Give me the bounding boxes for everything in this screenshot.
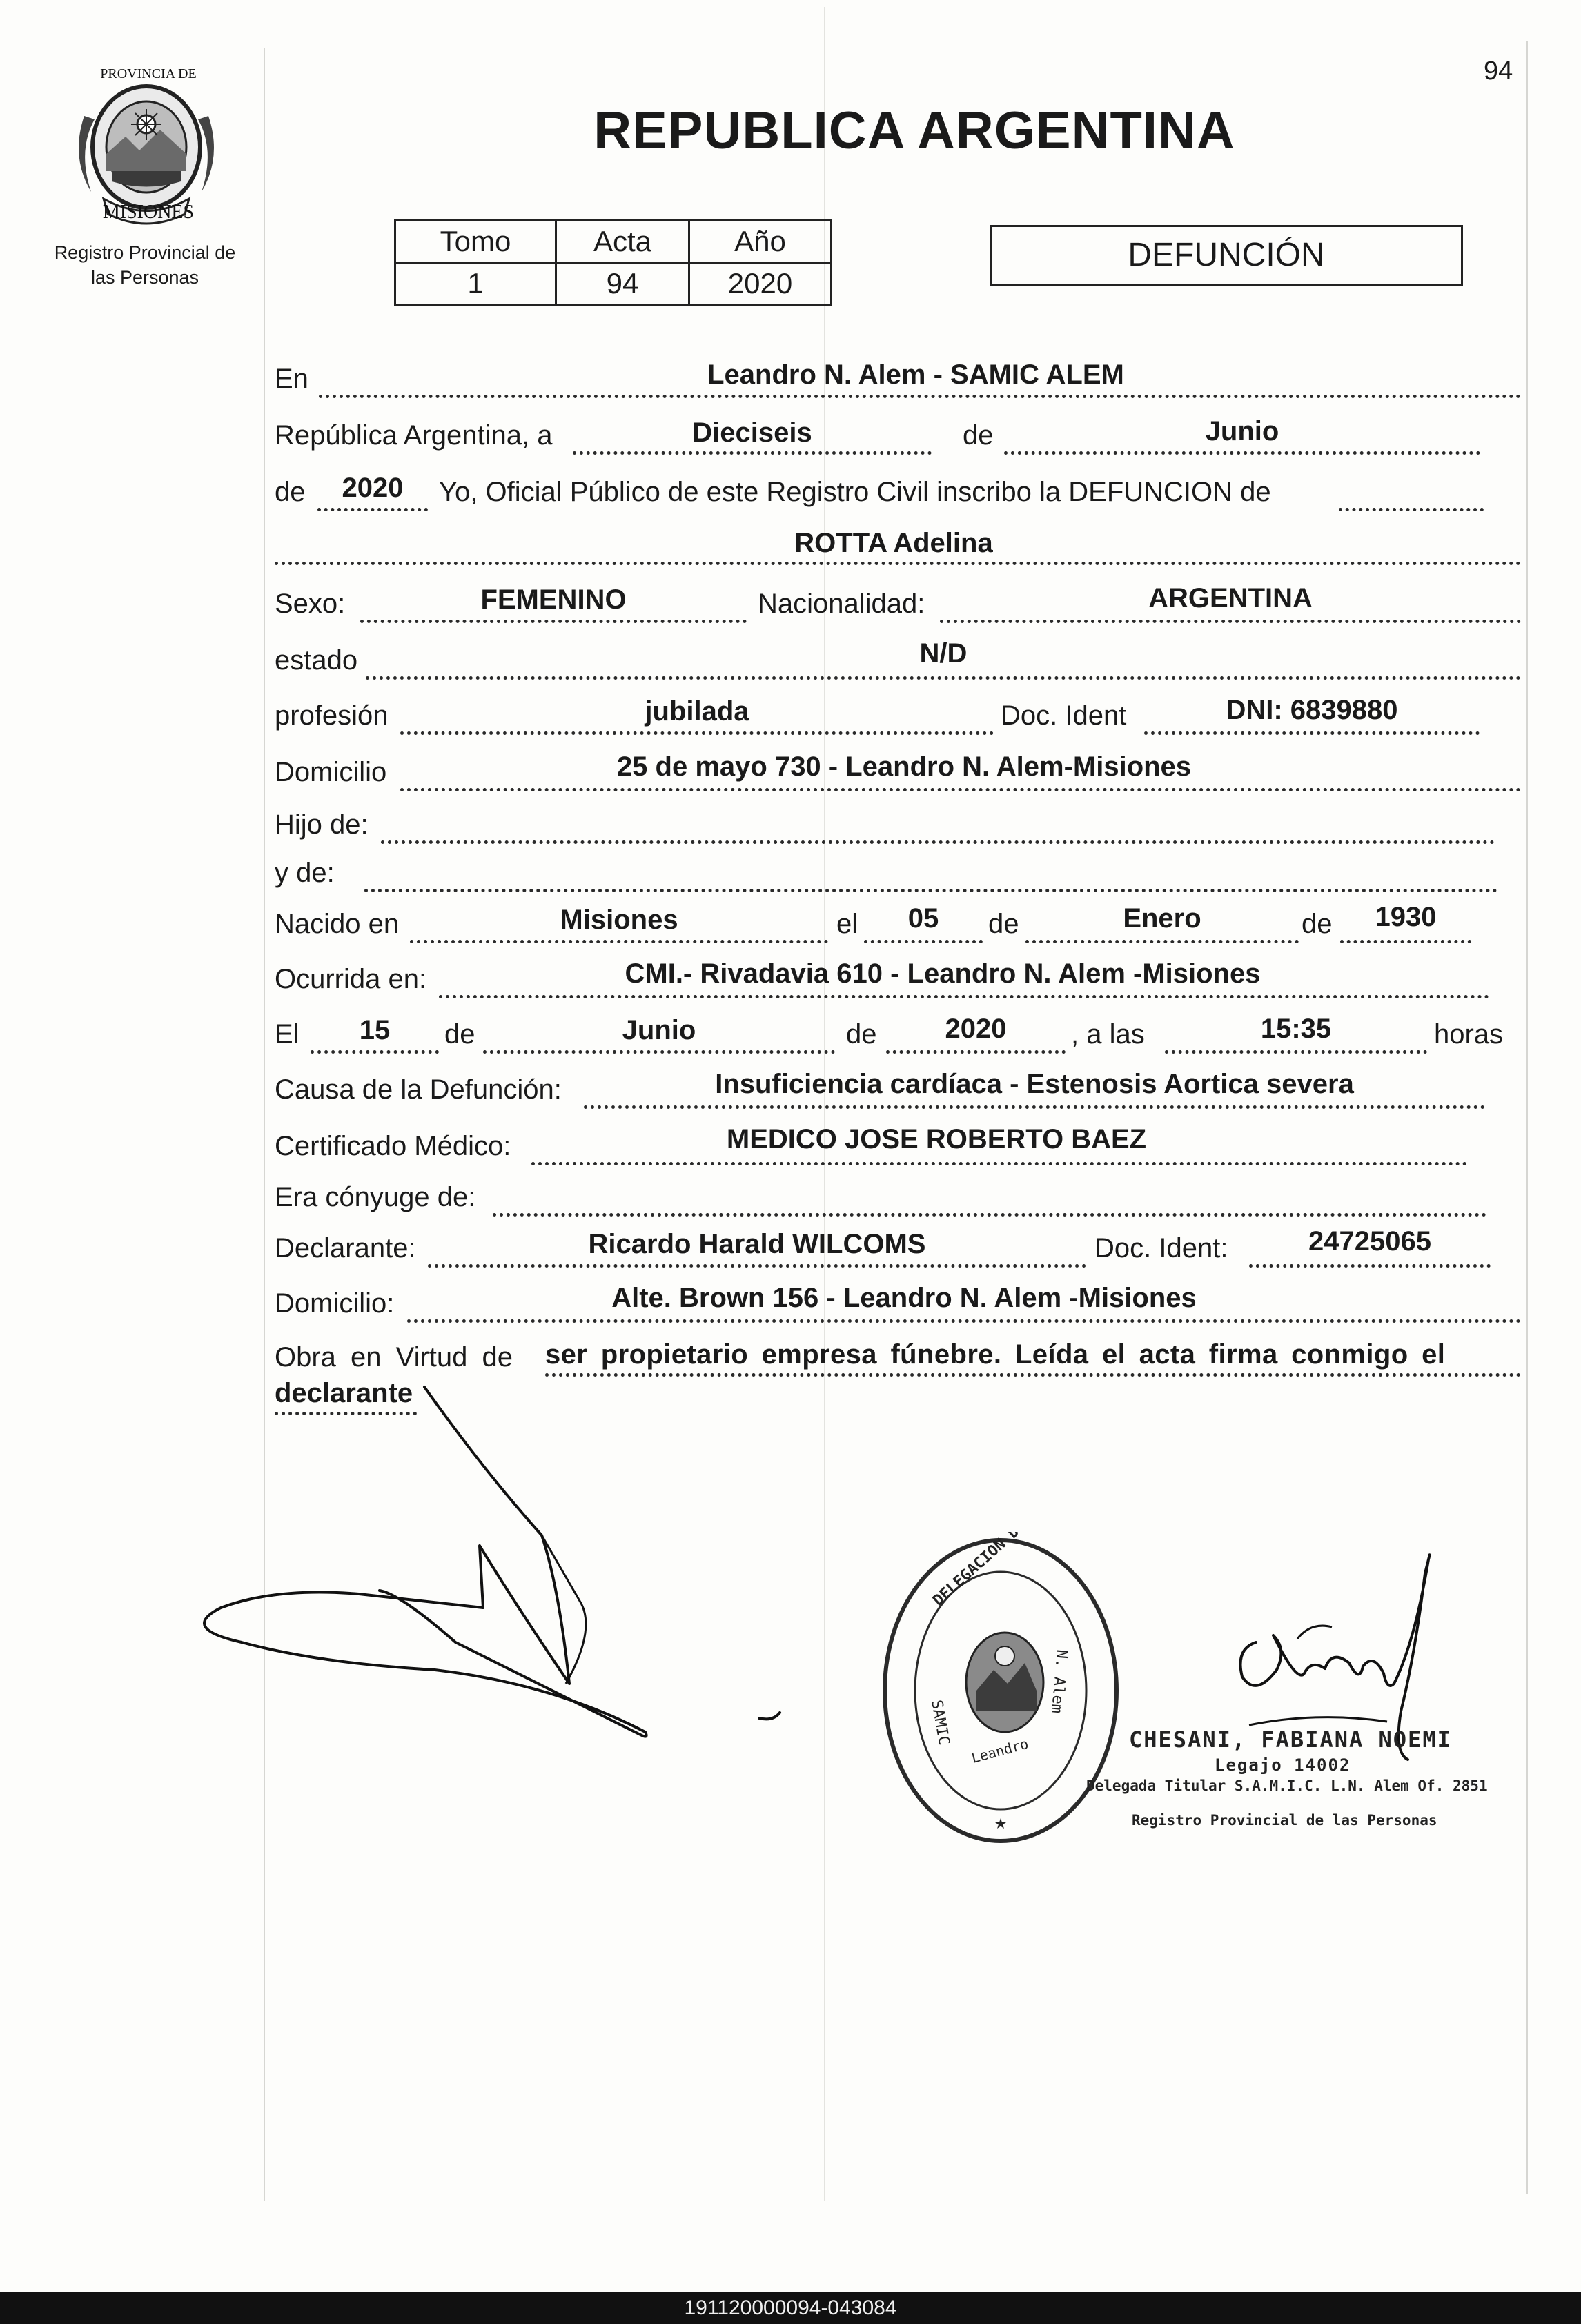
value-tomo: 1 — [395, 263, 556, 305]
value-anio: 2020 — [689, 263, 832, 305]
fold-line — [824, 7, 825, 2201]
label-hijo-de: Hijo de: — [275, 809, 369, 840]
label-profesion: profesión — [275, 700, 389, 731]
label-de-2: de — [275, 477, 306, 507]
label-causa: Causa de la Defunción: — [275, 1074, 562, 1105]
value-nacido-en: Misiones — [560, 905, 678, 935]
leader-domicilio — [400, 788, 1521, 791]
label-de-5: de — [444, 1019, 475, 1050]
label-en: En — [275, 364, 308, 394]
value-nac-anio: 1930 — [1375, 902, 1437, 932]
leader-sexo — [360, 620, 747, 623]
value-def-anio: 2020 — [945, 1014, 1007, 1044]
label-horas: horas — [1434, 1019, 1504, 1050]
label-a-las: , a las — [1071, 1019, 1145, 1050]
label-de-6: de — [846, 1019, 877, 1050]
label-de-1: de — [963, 420, 994, 451]
value-declarante-domicilio: Alte. Brown 156 - Leandro N. Alem -Misiones — [611, 1283, 1197, 1313]
label-sexo: Sexo: — [275, 589, 346, 619]
value-certificado: MEDICO JOSE ROBERTO BAEZ — [726, 1124, 1147, 1154]
leader-nacido-en — [410, 940, 828, 943]
leader-causa — [584, 1105, 1485, 1109]
label-yo: Yo, Oficial Público de este Registro Civil inscribo la DEFUNCION de — [439, 477, 1271, 507]
leader-nac-mes — [1025, 940, 1299, 943]
leader-nombre — [275, 562, 1521, 565]
leader-def-dia — [311, 1050, 439, 1054]
official-name: CHESANI, FABIANA NOEMI — [1129, 1726, 1452, 1753]
label-doc-ident-2: Doc. Ident: — [1094, 1233, 1228, 1263]
header-acta: Acta — [556, 221, 689, 263]
leader-def-hora — [1165, 1050, 1427, 1054]
value-obra-line-2: declarante — [275, 1378, 413, 1408]
label-el: el — [836, 909, 858, 939]
official-legajo: Legajo 14002 — [1215, 1755, 1351, 1775]
register-table — [394, 219, 832, 306]
seal-inner-right: N. Alem — [1047, 1648, 1070, 1715]
value-nac-dia: 05 — [907, 903, 939, 934]
label-de-4: de — [1302, 909, 1333, 939]
value-def-hora: 15:35 — [1260, 1014, 1332, 1044]
leader-def-anio — [886, 1050, 1066, 1054]
label-obra: Obra en Virtud de — [275, 1342, 513, 1372]
value-sexo: FEMENINO — [480, 584, 627, 615]
value-profesion: jubilada — [645, 696, 749, 727]
leader-certificado — [531, 1162, 1467, 1165]
leader-conyuge — [493, 1213, 1486, 1217]
label-republica: República Argentina, a — [275, 420, 553, 451]
leader-nac-anio — [1340, 940, 1471, 943]
document-type-box: DEFUNCIÓN — [990, 225, 1463, 286]
value-nombre: ROTTA Adelina — [794, 528, 993, 558]
value-def-mes: Junio — [622, 1015, 696, 1045]
emblem-top-text: PROVINCIA DE — [100, 66, 197, 81]
label-de-3: de — [988, 909, 1019, 939]
leader-en — [319, 395, 1521, 398]
label-el-2: El — [275, 1019, 299, 1050]
label-nacionalidad: Nacionalidad: — [758, 589, 925, 619]
label-ocurrida-en: Ocurrida en: — [275, 964, 427, 994]
leader-declarante-doc — [1249, 1264, 1491, 1268]
label-domicilio-2: Domicilio: — [275, 1288, 395, 1319]
label-declarante: Declarante: — [275, 1233, 416, 1263]
leader-mes — [1004, 451, 1480, 455]
value-declarante-doc: 24725065 — [1308, 1226, 1431, 1257]
declarant-signature — [193, 1380, 814, 1766]
leader-anio — [317, 508, 428, 511]
header-anio: Año — [689, 221, 832, 263]
registry-seal — [876, 1532, 1125, 1849]
leader-profesion — [400, 731, 994, 735]
leader-ocurrida-en — [439, 995, 1489, 998]
value-causa: Insuficiencia cardíaca - Estenosis Aortica severa — [715, 1069, 1354, 1099]
value-estado: N/D — [919, 638, 968, 669]
margin-line-right — [1526, 41, 1528, 2194]
emblem-bottom-text: MISIONES — [102, 201, 195, 223]
leader-dia — [573, 451, 932, 455]
value-domicilio: 25 de mayo 730 - Leandro N. Alem-Misiones — [616, 751, 1192, 782]
registry-line-1: Registro Provincial de — [54, 242, 236, 263]
leader-dni — [1144, 731, 1480, 735]
label-certificado: Certificado Médico: — [275, 1131, 511, 1161]
label-conyuge: Era cónyuge de: — [275, 1182, 476, 1212]
footer-code: 191120000094-043084 — [684, 2296, 897, 2319]
label-doc-ident: Doc. Ident — [1001, 700, 1127, 731]
margin-line-left — [264, 48, 265, 2201]
label-domicilio: Domicilio — [275, 757, 387, 787]
value-def-dia: 15 — [359, 1015, 391, 1045]
label-estado: estado — [275, 645, 358, 676]
value-obra-line-1: ser propietario empresa fúnebre. Leída el acta firma conmigo el — [545, 1339, 1446, 1370]
registry-line-2: las Personas — [90, 267, 199, 288]
leader-yo — [1339, 508, 1484, 511]
value-dni: DNI: 6839880 — [1226, 695, 1398, 725]
leader-nac-dia — [864, 940, 983, 943]
official-cargo: Delegada Titular S.A.M.I.C. L.N. Alem Of. 2851 — [1086, 1778, 1488, 1794]
value-mes: Junio — [1205, 416, 1279, 446]
value-lugar: Leandro N. Alem - SAMIC ALEM — [707, 360, 1124, 390]
header-tomo: Tomo — [395, 221, 556, 263]
registry-name — [28, 240, 262, 290]
leader-declarante — [428, 1264, 1086, 1268]
value-nac-mes: Enero — [1123, 903, 1201, 934]
seal-inner-left: SAMIC — [927, 1698, 953, 1747]
official-registro: Registro Provincial de las Personas — [1132, 1812, 1437, 1829]
value-declarante: Ricardo Harald WILCOMS — [588, 1229, 926, 1259]
leader-estado — [366, 676, 1521, 680]
value-anio: 2020 — [342, 473, 404, 503]
value-dia-letra: Dieciseis — [692, 417, 812, 448]
leader-nacionalidad — [940, 620, 1521, 623]
leader-obra — [545, 1373, 1521, 1377]
leader-def-mes — [483, 1050, 835, 1054]
label-nacido-en: Nacido en — [275, 909, 400, 939]
leader-hijo-de — [381, 840, 1495, 844]
value-acta: 94 — [556, 263, 689, 305]
value-ocurrida-en: CMI.- Rivadavia 610 - Leandro N. Alem -Misiones — [625, 958, 1261, 989]
leader-domicilio-2 — [407, 1319, 1521, 1323]
label-y-de: y de: — [275, 858, 335, 888]
page-title: REPUBLICA ARGENTINA — [593, 101, 1235, 160]
seal-inner-bottom: Leandro — [970, 1735, 1030, 1766]
leader-y-de — [364, 889, 1497, 892]
value-nacionalidad: ARGENTINA — [1148, 583, 1313, 613]
page-number: 94 — [1484, 57, 1513, 86]
